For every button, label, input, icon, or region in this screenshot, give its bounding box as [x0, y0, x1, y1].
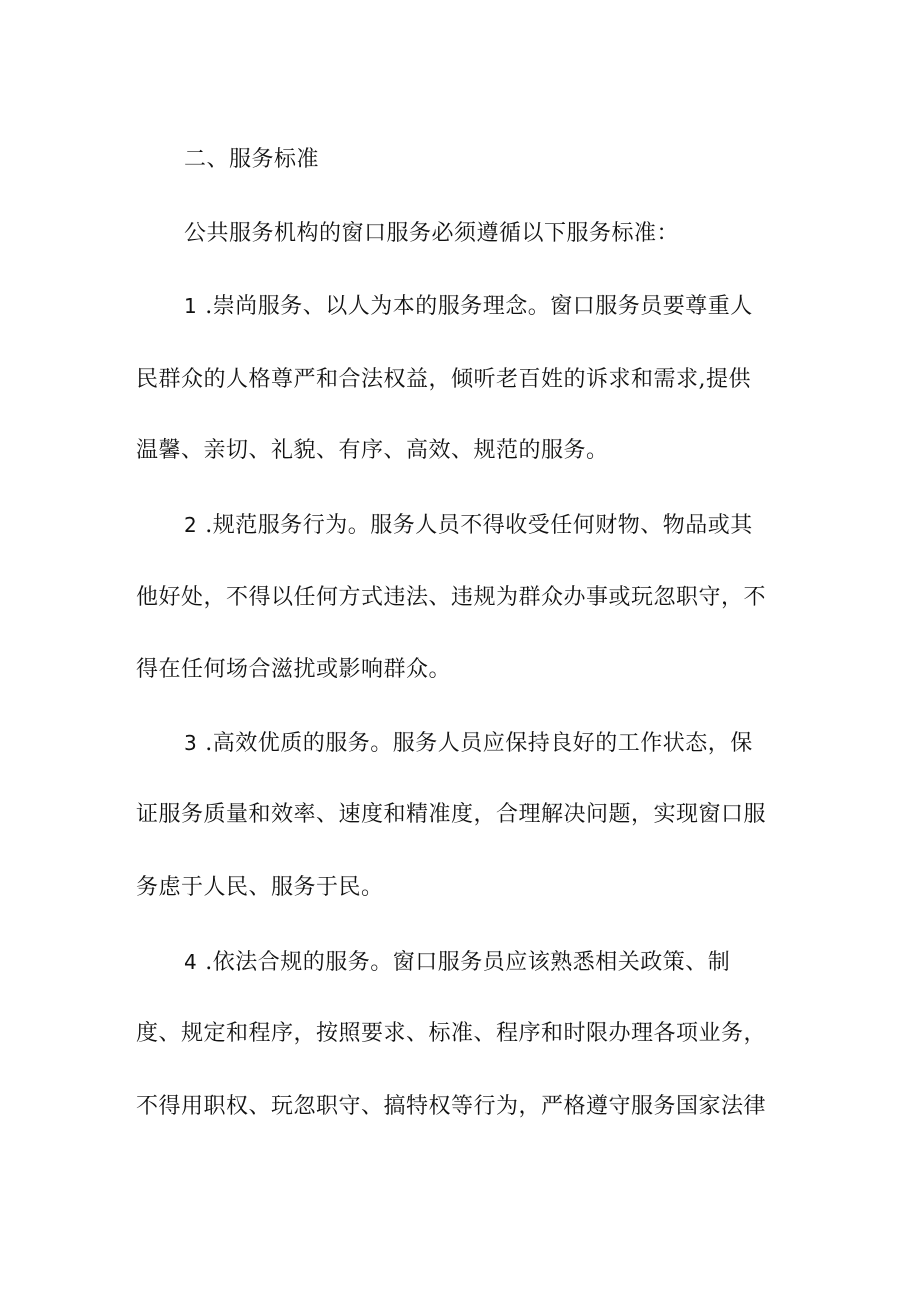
intro-paragraph: 公共服务机构的窗口服务必须遵循以下服务标准：: [184, 221, 680, 246]
item-text: .崇尚服务、以人为本的服务理念。窗口服务员要尊重人: [205, 294, 753, 319]
section-heading: 二、服务标准: [184, 147, 320, 172]
item-4-line-3: 不得用职权、玩忽职守、搞特权等行为，严格遵守服务国家法律: [136, 1094, 767, 1119]
item-text: .高效优质的服务。服务人员应保持良好的工作状态，保: [205, 731, 753, 756]
item-3-line-1: [184, 728, 844, 758]
item-text: .规范服务行为。服务人员不得收受任何财物、物品或其: [205, 513, 753, 538]
item-2-line-3: 得在任何场合滋扰或影响群众。: [136, 657, 452, 682]
item-text: .依法合规的服务。窗口服务员应该熟悉相关政策、制: [205, 950, 731, 975]
item-number: 2: [184, 513, 198, 537]
item-4-line-2: 度、规定和程序，按照要求、标准、程序和时限办理各项业务，: [136, 1021, 767, 1046]
item-number: 1: [184, 294, 198, 318]
item-2-line-2: 他好处，不得以任何方式违法、违规为群众办事或玩忽职守，不: [136, 585, 767, 610]
item-2-line-1: [184, 510, 844, 540]
item-number: 3: [184, 731, 198, 755]
item-4-line-1: [184, 947, 844, 977]
item-1-line-1: [184, 291, 844, 321]
item-1-line-2: 民群众的人格尊严和合法权益，倾听老百姓的诉求和需求,提供: [136, 367, 751, 392]
item-3-line-2: 证服务质量和效率、速度和精准度，合理解决问题，实现窗口服: [136, 802, 767, 827]
item-1-line-3: 温馨、亲切、礼貌、有序、高效、规范的服务。: [136, 438, 609, 463]
item-3-line-3: 务虑于人民、服务于民。: [136, 875, 384, 900]
item-number: 4: [184, 950, 198, 974]
